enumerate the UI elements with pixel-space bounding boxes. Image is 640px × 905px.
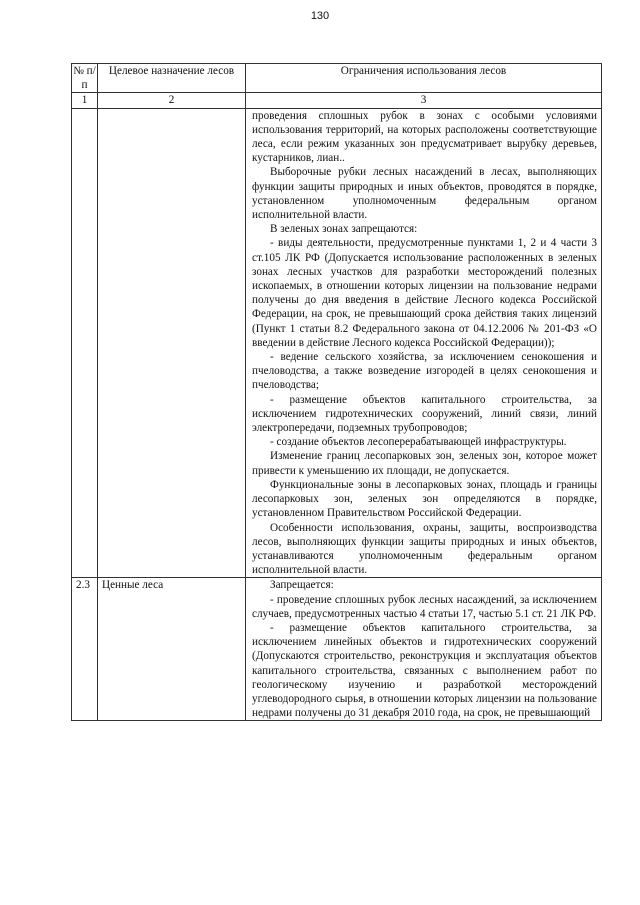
column-number: 1 <box>72 93 98 108</box>
row-restrictions-cell <box>246 108 602 578</box>
paragraph: Изменение границ лесопарковых зон, зеленых зон, которое может привести к уменьшению их площади, не допускается. <box>252 450 597 477</box>
page-number: 130 <box>310 10 330 22</box>
paragraph: Особенности использования, охраны, защиты, воспроизводства лесов, выполняющих функции защиты природных и иных объектов, устанавливаются уполномоченным федеральным органом исполнительной власти. <box>252 521 597 577</box>
header-number: № п/п <box>73 65 96 92</box>
paragraph: - размещение объектов капитального строительства, за исключением линейных объектов и гидротехнических сооружений (Допускаются строительство, реконструкция и эксплуатация объектов капитального строительства, связанных с выполнением работ по геологическому изучению и разработкой месторождений углеводородного сырья, в отношении которых лицензии на пользование недрами получены до 31 декабря 2010 года, на срок, не превышающий <box>252 621 597 720</box>
row-number-cell <box>72 108 98 578</box>
table-row <box>72 578 602 721</box>
row-purpose-cell: Ценные леса <box>98 578 246 721</box>
row-restrictions-cell <box>246 578 602 721</box>
column-number: 3 <box>246 93 602 108</box>
forest-restrictions-table <box>71 63 602 721</box>
row-purpose-cell <box>98 108 246 578</box>
paragraph: - размещение объектов капитального строительства, за исключением гидротехнических сооружений, линий связи, линий электропередачи, подземных трубопроводов; <box>252 393 597 435</box>
table-row <box>72 108 602 578</box>
column-number: 2 <box>98 93 246 108</box>
paragraph: - виды деятельности, предусмотренные пунктами 1, 2 и 4 части 3 ст.105 ЛК РФ (Допускается использование расположенных в зеленых зонах лесных участков для разработки месторождений полезных ископаемых, в отношении которых лицензии на пользование недрами получены до дня введения в действие Лесного кодекса Российской Федерации, на срок, не превышающий срока действия таких лицензий (Пункт 1 статьи 8.2 Федерального закона от 04.12.2006 № 201-ФЗ «О введении в действие Лесного кодекса Российской Федерации)); <box>252 237 597 349</box>
paragraph: В зеленых зонах запрещаются: <box>270 223 418 236</box>
table-header-row <box>72 64 602 93</box>
paragraph: Запрещается: <box>270 579 334 592</box>
column-number-row <box>72 93 602 108</box>
paragraph: Выборочные рубки лесных насаждений в лесах, выполняющих функции защиты природных и иных объектов, проводятся в порядке, установленном уполномоченным федеральным органом исполнительной власти. <box>252 166 597 222</box>
paragraph: - создание объектов лесоперерабатывающей инфраструктуры. <box>270 436 567 449</box>
header-purpose: Целевое назначение лесов <box>98 64 246 93</box>
paragraph: проведения сплошных рубок в зонах с особыми условиями использования территорий, на которых расположены соответствующие леса, если режим указанных зон предусматривает вырубку деревьев, кустарников, лиан.. <box>252 109 597 165</box>
paragraph: - ведение сельского хозяйства, за исключением сенокошения и пчеловодства, а также возведение изгородей в целях сенокошения и пчеловодства; <box>252 351 597 392</box>
paragraph: Функциональные зоны в лесопарковых зонах, площадь и границы лесопарковых зон, зеленых зон определяются в порядке, установленном Правительством Российской Федерации. <box>252 478 597 520</box>
paragraph: - проведение сплошных рубок лесных насаждений, за исключением случаев, предусмотренных частью 4 статьи 17, частью 5.1 ст. 21 ЛК РФ. <box>252 593 597 620</box>
row-number-cell: 2.3 <box>72 578 98 721</box>
header-restrictions: Ограничения использования лесов <box>246 64 602 93</box>
